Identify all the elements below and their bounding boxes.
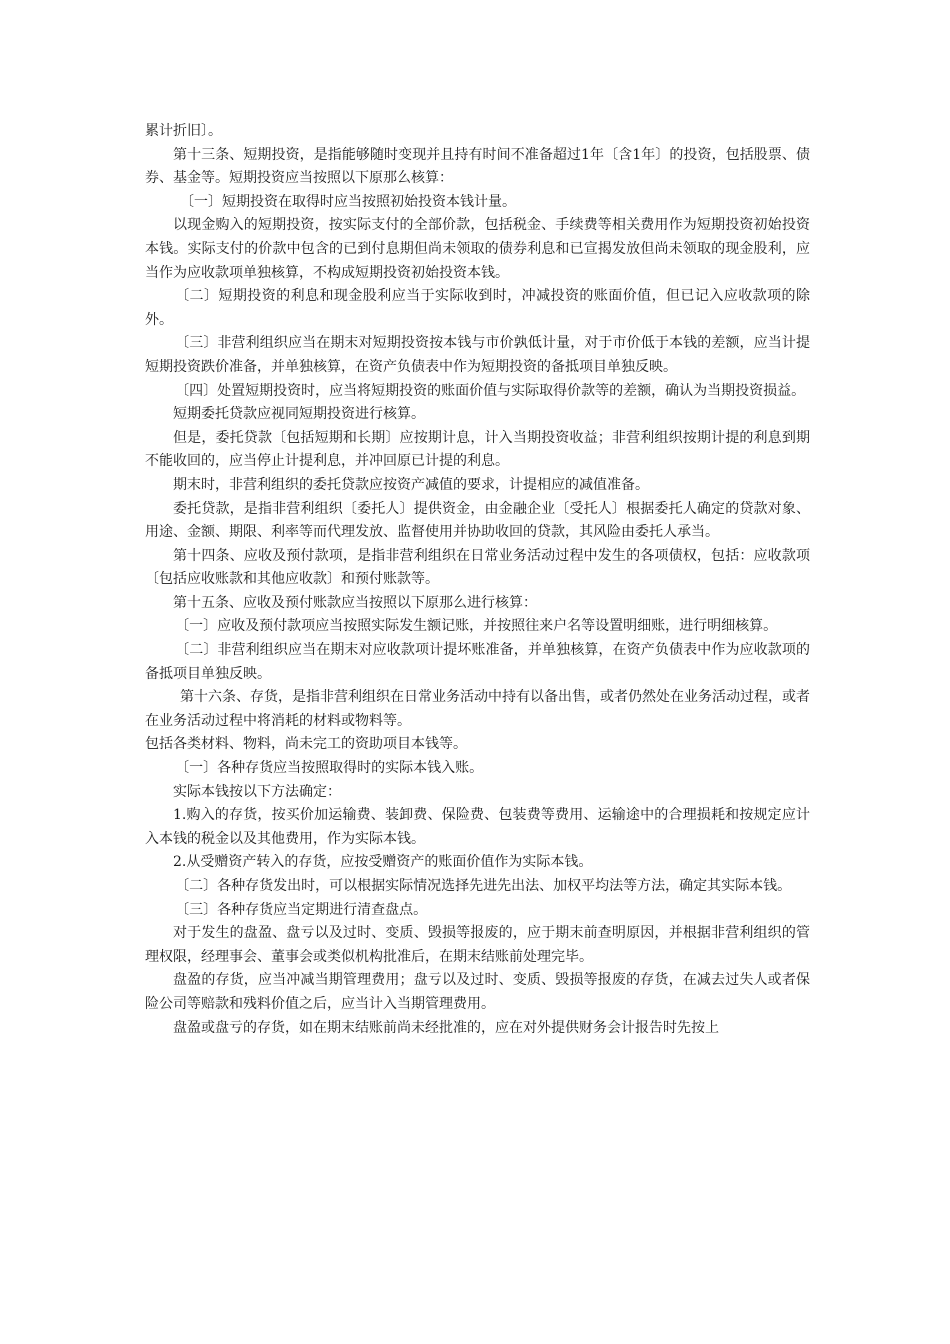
paragraph: 〔一〕短期投资在取得时应当按照初始投资本钱计量。: [180, 193, 516, 210]
paragraph: 第十三条、短期投资，是指能够随时变现并且持有时间不准备超过1年〔含1年〕的投资，包括股票、债券、基金等。短期投资应当按照以下原那么核算：: [145, 146, 810, 187]
paragraph: 〔一〕各种存货应当按照取得时的实际本钱入账。: [175, 760, 484, 777]
paragraph: 期末时，非营利组织的委托贷款应按资产减值的要求，计提相应的减值准备。: [173, 476, 649, 493]
paragraph: 盘盈或盘亏的存货，如在期末结账前尚未经批准的，应在对外提供财务会计报告时先按上: [173, 1019, 719, 1036]
paragraph: 〔二〕短期投资的利息和现金股利应当于实际收到时，冲减投资的账面价值，但已记入应收款项的除外。: [145, 288, 810, 328]
paragraph: 以现金购入的短期投资，按实际支付的全部价款，包括税金、手续费等相关费用作为短期投资初始投资本钱。实际支付的价款中包含的已到付息期但尚未领取的债券利息和已宣揭发放但尚未领取的现金股利，应当作为应收款项单独核算，不构成短期投资初始投资本钱。: [145, 217, 810, 281]
paragraph: 〔四〕处置短期投资时，应当将短期投资的账面价值与实际取得价款等的差额，确认为当期投资损益。: [175, 382, 806, 399]
document-body: [145, 120, 810, 1040]
paragraph: 累计折旧〕。: [145, 123, 222, 139]
paragraph: 短期委托贷款应视同短期投资进行核算。: [173, 406, 425, 423]
paragraph: 包括各类材料、物料，尚未完工的资助项目本钱等。: [145, 736, 467, 753]
paragraph: 〔三〕非营利组织应当在期末对短期投资按本钱与市价孰低计量，对于市价低于本钱的差额，应当计提短期投资跌价准备，并单独核算，在资产负债表中作为短期投资的备抵项目单独反映。: [145, 335, 810, 375]
paragraph: 但是，委托贷款〔包括短期和长期〕应按期计息，计入当期投资收益；非营利组织按期计提的利息到期不能收回的，应当停止计提利息，并冲回原已计提的利息。: [145, 429, 810, 470]
paragraph: 〔二〕各种存货发出时，可以根据实际情况选择先进先出法、加权平均法等方法，确定其实际本钱。: [175, 878, 792, 894]
paragraph: 2.从受赠资产转入的存货，应按受赠资产的账面价值作为实际本钱。: [173, 854, 593, 871]
paragraph: 〔一〕应收及预付款项应当按照实际发生额记账，并按照往来户名等设置明细账，进行明细核算。: [175, 618, 778, 635]
paragraph: 第十四条、应收及预付款项，是指非营利组织在日常业务活动过程中发生的各项债权，包括：应收款项〔包括应收账款和其他应收款〕和预付账款等。: [145, 547, 810, 588]
paragraph: 对于发生的盘盈、盘亏以及过时、变质、毁损等报废的，应于期末前查明原因，并根据非营利组织的管理权限，经理事会、董事会或类似机构批准后，在期末结账前处理完毕。: [145, 925, 810, 965]
paragraph: 实际本钱按以下方法确定：: [173, 783, 341, 800]
paragraph: 盘盈的存货，应当冲减当期管理费用；盘亏以及过时、变质、毁损等报废的存货，在减去过失人或者保险公司等赔款和残料价值之后，应当计入当期管理费用。: [145, 972, 810, 1012]
paragraph: 〔三〕各种存货应当定期进行清查盘点。: [175, 901, 428, 918]
paragraph: 第十五条、应收及预付账款应当按照以下原那么进行核算：: [173, 594, 537, 611]
paragraph: 〔二〕非营利组织应当在期末对应收款项计提坏账准备，并单独核算，在资产负债表中作为应收款项的备抵项目单独反映。: [145, 642, 810, 682]
paragraph: 委托贷款，是指非营利组织〔委托人〕提供资金，由金融企业〔受托人〕根据委托人确定的贷款对象、用途、金额、期限、利率等而代理发放、监督使用并协助收回的贷款，其风险由委托人承当。: [145, 500, 810, 541]
paragraph: 第十六条、存货，是指非营利组织在日常业务活动中持有以备出售，或者仍然处在业务活动过程，或者在业务活动过程中将消耗的材料或物料等。: [145, 689, 810, 729]
paragraph: 1.购入的存货，按买价加运输费、装卸费、保险费、包装费等费用、运输途中的合理损耗和按规定应计入本钱的税金以及其他费用，作为实际本钱。: [145, 807, 810, 847]
